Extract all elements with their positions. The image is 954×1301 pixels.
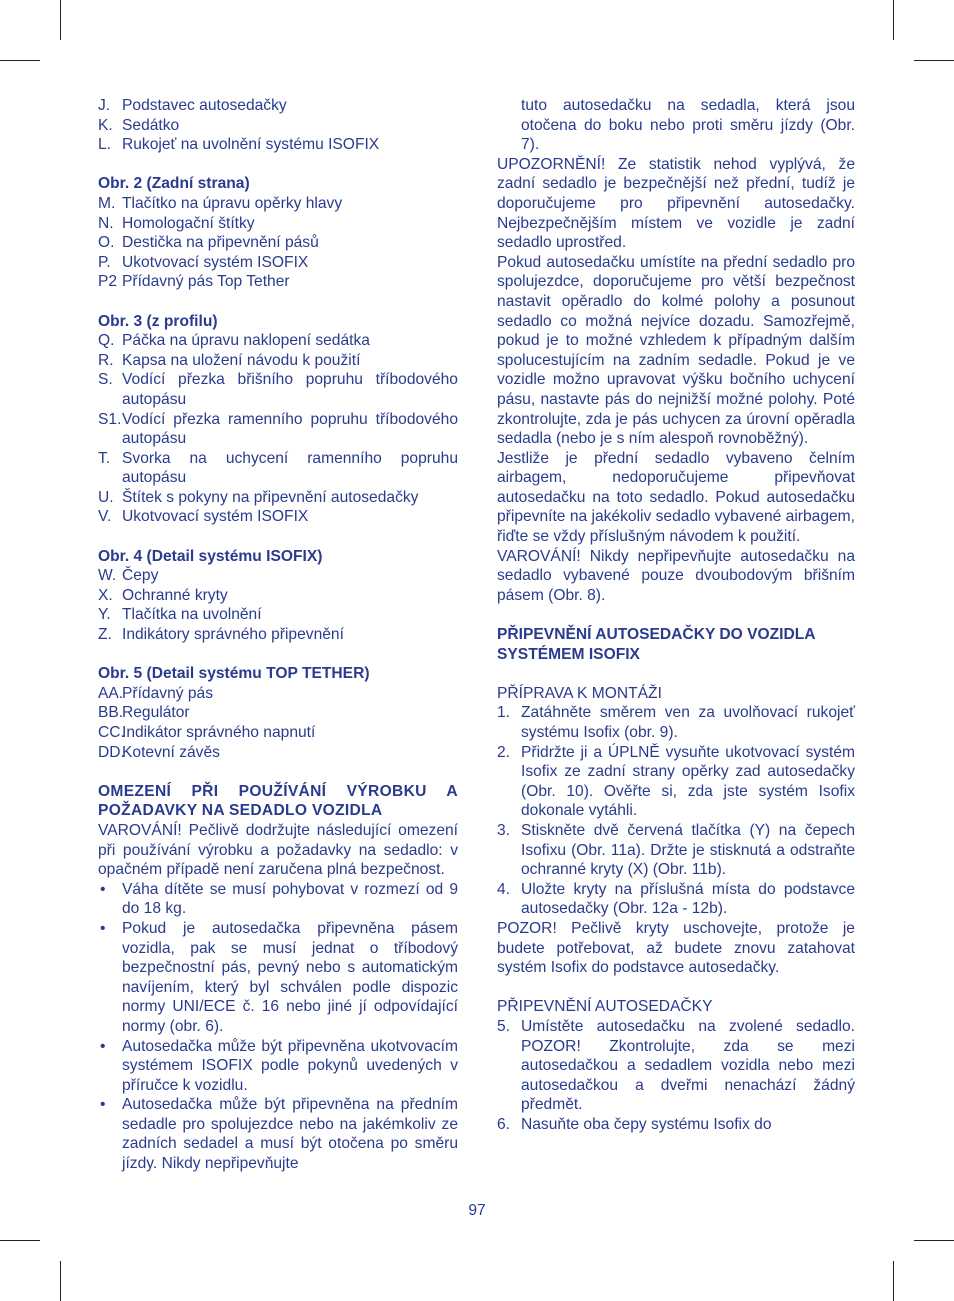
list-item: [98, 723, 458, 743]
list-item-text: Čepy: [122, 567, 159, 585]
list-item-key: BB.: [98, 704, 124, 722]
list-item-key: L.: [98, 136, 112, 154]
right-column: [497, 96, 855, 1134]
list-item: [497, 703, 855, 742]
list-item-text: Vodící přezka ramenního popruhu tříbodového autopásu: [122, 410, 458, 448]
list-item-key: AA.: [98, 684, 124, 702]
bullet-text: Pokud je autosedačka připevněna pásem vozidla, pak se musí jednat o tříbodový bezpečnostní pás, pevný nebo s automatickým navíjením, který byl schválen podle dispozic normy UNI/ECE č. 16 nebo jiné jí odpovídající normy (obr. 6).: [122, 919, 458, 1035]
list-item-text: Štítek s pokyny na připevnění autosedačky: [122, 488, 419, 506]
list-item: [497, 1017, 855, 1115]
fig3-heading: Obr. 3 (z profilu): [98, 312, 218, 330]
list-item-text: Indikátory správného připevnění: [122, 626, 344, 644]
bullet-icon: •: [100, 880, 106, 898]
list-item-key: DD.: [98, 743, 125, 761]
fig2-list: [98, 194, 458, 292]
list-item: [497, 743, 855, 821]
list-item-text: Ochranné kryty: [122, 586, 228, 604]
prep-heading: PŘÍPRAVA K MONTÁŽI: [497, 684, 662, 702]
fig5-list: [98, 684, 458, 762]
list-item-key: V.: [98, 508, 112, 526]
list-item: [497, 821, 855, 880]
list-item-text: Podstavec autosedačky: [122, 97, 287, 114]
airbag-paragraph: Jestliže je přední sedadlo vybaveno čelním airbagem, nedoporučujeme připevňovat autosedačku na toto sedadlo. Pokud autosedačku připevníte na jakékoliv sedadlo vybavené airbagem, řiďte se vždy příslušným návodem k použití.: [497, 449, 856, 546]
list-item-key: U.: [98, 488, 114, 506]
bullet-item: [98, 880, 458, 919]
caution-paragraph: POZOR! Pečlivě kryty uschovejte, protože je budete potřebovat, až budete znovu zatahovat systém Isofix do podstavce autosedačky.: [497, 919, 855, 977]
list-item-text: Zatáhněte směrem ven za uvolňovací rukojeť systému Isofix (obr. 9).: [521, 704, 855, 741]
list-item-text: Tlačítka na uvolnění: [122, 606, 262, 624]
crop-mark: [914, 1240, 954, 1241]
bullet-item: [98, 1037, 458, 1096]
list-item: [98, 703, 458, 723]
list-item-key: CC.: [98, 724, 125, 741]
bullet-text: Autosedačka může být připevněna na předním sedadle pro spolujezdce nebo na jakémkoliv ze zadních sedadel a musí být otočena po směru jízdy. Nikdy nepřipevňujte: [122, 1096, 458, 1173]
attach-steps-list: [497, 1017, 855, 1135]
list-item-key: O.: [98, 234, 115, 252]
list-item: [98, 410, 458, 449]
continued-text: tuto autosedačku na sedadla, která jsou otočena do boku nebo proti směru jízdy (Obr. 7).: [521, 97, 855, 154]
attach-heading: PŘIPEVNĚNÍ AUTOSEDAČKY: [497, 998, 713, 1016]
crop-mark: [0, 60, 40, 61]
list-item: [98, 116, 458, 136]
list-item-key: Q.: [98, 332, 115, 350]
fig5-heading: Obr. 5 (Detail systému TOP TETHER): [98, 665, 370, 683]
list-item-key: T.: [98, 449, 111, 467]
list-item-key: 5.: [497, 1017, 511, 1035]
list-item: [98, 566, 458, 586]
list-item-key: 6.: [497, 1115, 511, 1133]
isofix-heading: PŘIPEVNĚNÍ AUTOSEDAČKY DO VOZIDLA SYSTÉMEM ISOFIX: [497, 626, 815, 663]
list-item-key: J.: [98, 97, 111, 114]
list-item: [98, 507, 458, 527]
list-item: [98, 351, 458, 371]
bullet-icon: •: [100, 919, 106, 937]
list-item-text: Vodící přezka břišního popruhu tříbodového autopásu: [122, 371, 458, 408]
list-item: [98, 605, 458, 625]
list-item: [98, 331, 458, 351]
list-item-key: X.: [98, 586, 113, 604]
list-item-text: Ukotvovací systém ISOFIX: [122, 508, 309, 526]
crop-mark: [60, 0, 61, 40]
list-item: [98, 214, 458, 234]
list-item-key: P2: [98, 273, 118, 291]
warning-paragraph: VAROVÁNÍ! Nikdy nepřipevňujte autosedačku na sedadlo vybavené pouze dvoubodovým břišním pásem (Obr. 8).: [497, 547, 855, 604]
crop-mark: [60, 1261, 61, 1301]
crop-mark: [893, 1261, 894, 1301]
list-item-key: 4.: [497, 880, 511, 898]
bullet-item: [98, 1095, 458, 1173]
list-item: [98, 253, 458, 273]
list-item-text: Destička na připevnění pásů: [122, 234, 319, 252]
list-item-text: Přídavný pás: [122, 684, 214, 702]
list-item: [497, 1115, 855, 1135]
parts-list-continued: [98, 96, 458, 155]
list-item-text: Indikátor správného napnutí: [122, 724, 316, 741]
bullet-text: Váha dítěte se musí pohybovat v rozmezí od 9 do 18 kg.: [122, 880, 458, 918]
list-item-key: Z.: [98, 626, 112, 644]
list-item-text: Přídavný pás Top Tether: [122, 273, 290, 291]
fig4-heading: Obr. 4 (Detail systému ISOFIX): [98, 547, 323, 565]
prep-steps-list: [497, 703, 855, 919]
list-item-text: Nasuňte oba čepy systému Isofix do: [521, 1115, 772, 1133]
list-item: [98, 96, 458, 116]
list-item-text: Regulátor: [122, 704, 190, 722]
list-item-text: Tlačítko na úpravu opěrky hlavy: [122, 194, 343, 212]
limits-heading: OMEZENÍ PŘI POUŽÍVÁNÍ VÝROBKU A POŽADAVKY NA SEDADLO VOZIDLA: [98, 782, 458, 820]
list-item-key: 2.: [497, 743, 511, 761]
page-number: 97: [468, 1202, 486, 1219]
bullet-icon: •: [100, 1037, 106, 1055]
list-item-text: Svorka na uchycení ramenního popruhu autopásu: [122, 449, 458, 487]
list-item-key: N.: [98, 214, 114, 232]
crop-mark: [914, 60, 954, 61]
list-item: [98, 488, 458, 508]
fig3-list: [98, 331, 458, 527]
bullet-text: Autosedačka může být připevněna ukotvovacím systémem ISOFIX podle pokynů uvedených v příručce k vozidlu.: [122, 1037, 458, 1094]
list-item-key: S.: [98, 371, 113, 389]
list-item-key: R.: [98, 351, 114, 369]
list-item-key: K.: [98, 116, 113, 134]
front-seat-paragraph: Pokud autosedačku umístíte na přední sedadlo pro spolujezdce, doporučujeme pro větší bezpečnost nastavit opěradlo do kolmé polohy a posunout sedadlo co možná nejvíce dozadu. Samozřejmě, pokud je to možné vzhledem k případným dalším spolucestujícím na zadním sedadle. Pokud je ve vozidle možno upravovat výšku bočního uchycení pásu, nastavte pás do nejnižší možné polohy. Poté zkontrolujte, zda je pás uchycen za úrovní opěradla sedadla (nebo je s ním alespoň rovnoběžný).: [497, 253, 855, 448]
list-item: [98, 370, 458, 409]
bullet-icon: •: [100, 1096, 106, 1114]
list-item-key: 1.: [497, 704, 511, 722]
list-item: [98, 743, 458, 763]
list-item: [98, 625, 458, 645]
list-item-text: Stiskněte dvě červená tlačítka (Y) na čepech Isofixu (Obr. 11a). Držte je stisknutá a odstraňte ochranné kryty (X) (Obr. 11b).: [521, 821, 855, 879]
list-item-text: Sedátko: [122, 116, 180, 134]
list-item-key: W.: [98, 567, 117, 585]
list-item-text: Rukojeť na uvolnění systému ISOFIX: [122, 136, 380, 154]
list-item: [98, 586, 458, 606]
list-item: [98, 233, 458, 253]
fig4-list: [98, 566, 458, 644]
left-column: [98, 96, 458, 1174]
list-item-text: Umístěte autosedačku na zvolené sedadlo. POZOR! Zkontrolujte, zda se mezi autosedačkou a sedadlem vozidla nebo mezi autosedačkou a dveřmi nenachází žádný předmět.: [521, 1017, 855, 1114]
limits-bullet-list: [98, 880, 458, 1174]
list-item: [98, 449, 458, 488]
list-item: [98, 194, 458, 214]
list-item-text: Přidržte ji a ÚPLNĚ vysuňte ukotvovací systém Isofix ze zadní strany opěrky zad autosedačky (Obr. 10). Ověřte si, zda jste systém Isofix dokonale vytáhli.: [521, 743, 855, 820]
list-item-text: Ukotvovací systém ISOFIX: [122, 253, 309, 271]
list-item: [98, 272, 458, 292]
list-item-key: Y.: [98, 606, 111, 624]
list-item-text: Uložte kryty na příslušná místa do podstavce autosedačky (Obr. 12a - 12b).: [521, 880, 855, 918]
notice-paragraph: UPOZORNĚNÍ! Ze statistik nehod vyplývá, že zadní sedadlo je bezpečnější než přední, tudíž je doporučujeme pro připevnění autosedačky. Nejbezpečnějším místem ve vozidle je zadní sedadlo uprostřed.: [497, 155, 855, 252]
list-item-text: Kapsa na uložení návodu k použití: [122, 351, 361, 369]
list-item-key: M.: [98, 194, 116, 212]
list-item-key: P.: [98, 253, 111, 271]
bullet-item: [98, 919, 458, 1037]
list-item: [98, 684, 458, 704]
crop-mark: [893, 0, 894, 40]
list-item-key: S1.: [98, 410, 122, 428]
list-item-key: 3.: [497, 821, 511, 839]
limits-warning: VAROVÁNÍ! Pečlivě dodržujte následující omezení při používání výrobku a požadavky na sedadlo: v opačném případě není zaručena plná bezpečnost.: [98, 821, 458, 879]
list-item-text: Homologační štítky: [122, 214, 255, 232]
list-item: [98, 135, 458, 155]
crop-mark: [0, 1240, 40, 1241]
list-item: [497, 880, 855, 919]
list-item-text: Páčka na úpravu naklopení sedátka: [122, 332, 370, 350]
list-item-text: Kotevní závěs: [122, 743, 220, 761]
fig2-heading: Obr. 2 (Zadní strana): [98, 175, 250, 193]
